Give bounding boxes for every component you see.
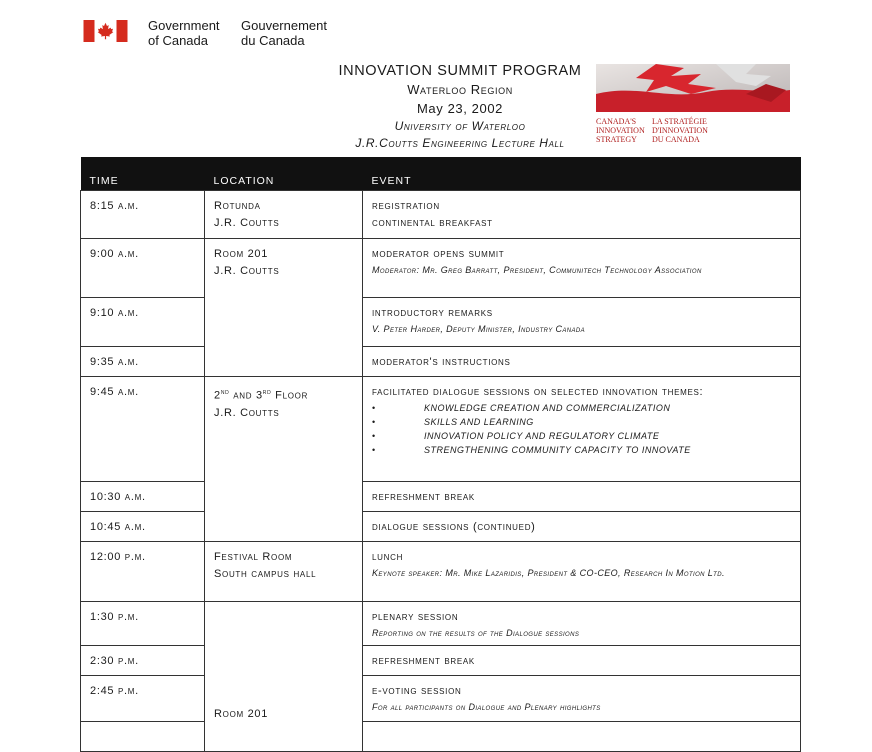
event-subtitle: Keynote speaker: Mr. Mike Lazaridis, President & CO-CEO, Research In Motion Ltd.: [372, 568, 725, 578]
time-value: 9:00 a.m.: [90, 248, 139, 260]
bullet-icon: •: [372, 431, 376, 441]
themes-list: [372, 401, 791, 457]
floor-suffix-2: rd: [262, 389, 272, 396]
header-event: EVENT: [363, 157, 801, 191]
innovation-strategy-logo: [596, 64, 790, 153]
event-cell: [363, 542, 801, 602]
bullet-icon: •: [372, 445, 376, 455]
event-subtitle: Moderator: Mr. Greg Barratt, President, Communitech Technology Association: [372, 265, 702, 275]
event-title: registration: [372, 200, 440, 212]
location-line-1: Festival Room: [214, 551, 293, 563]
time-cell: [81, 377, 205, 482]
list-item: [372, 429, 791, 443]
theme-text: STRENGTHENING COMMUNITY CAPACITY TO INNOVATE: [424, 445, 691, 455]
time-value: 8:15 a.m.: [90, 200, 139, 212]
gov-en-line-1: Government: [148, 18, 220, 33]
strategy-en-line-3: STRATEGY: [596, 135, 637, 144]
table-row: [81, 239, 801, 298]
floor-number-1: 2: [214, 389, 221, 402]
event-subtitle: For all participants on Dialogue and Plenary highlights: [372, 702, 601, 712]
program-schedule-table: [80, 157, 801, 752]
location-cell: [205, 377, 363, 542]
table-row: [81, 191, 801, 239]
time-value: 12:00 p.m.: [90, 551, 146, 563]
event-cell: [363, 298, 801, 347]
time-value: 10:45 a.m.: [90, 521, 146, 533]
event-date: May 23, 2002: [417, 101, 503, 116]
time-value: 10:30 a.m.: [90, 491, 146, 503]
location-line-1: Room 201: [214, 708, 269, 720]
bullet-icon: •: [372, 403, 376, 413]
floor-and: and 3: [229, 389, 263, 402]
time-cell: [81, 646, 205, 676]
program-title: INNOVATION SUMMIT PROGRAM: [338, 63, 582, 79]
time-cell: [81, 347, 205, 377]
time-cell: [81, 191, 205, 239]
location-cell: [205, 191, 363, 239]
event-subtitle: Reporting on the results of the Dialogue sessions: [372, 628, 580, 638]
time-cell: [81, 676, 205, 722]
theme-text: INNOVATION POLICY AND REGULATORY CLIMATE: [424, 431, 660, 441]
location-cell: [205, 602, 363, 752]
table-row: [81, 646, 801, 676]
event-title: moderator opens summit: [372, 248, 505, 260]
university-name: University of Waterloo: [394, 119, 526, 133]
gov-name-french: [241, 18, 351, 48]
strategy-label-french: [652, 117, 742, 144]
theme-text: SKILLS AND LEARNING: [424, 417, 534, 427]
strategy-label-english: [596, 117, 656, 144]
list-item: [372, 443, 791, 457]
event-title: e-voting session: [372, 685, 462, 697]
maple-leaf-banner-icon: [596, 64, 790, 112]
table-row: [81, 377, 801, 482]
location-line-2: J.R. Coutts: [214, 217, 280, 229]
location-line-2: J.R. Coutts: [214, 265, 280, 277]
time-cell: [81, 298, 205, 347]
time-cell: [81, 722, 205, 752]
location-line-1: Room 201: [214, 248, 269, 260]
time-cell: [81, 239, 205, 298]
strategy-labels: [596, 117, 790, 153]
time-value: 9:10 a.m.: [90, 307, 139, 319]
event-subtitle: V. Peter Harder, Deputy Minister, Industry Canada: [372, 324, 586, 334]
region-title: Waterloo Region: [407, 82, 513, 97]
table-row: [81, 298, 801, 347]
event-cell: [363, 602, 801, 646]
event-title: introductory remarks: [372, 307, 493, 319]
table-row: [81, 602, 801, 646]
location-line-1: [214, 384, 353, 405]
table-header-row: [81, 157, 801, 191]
header-time: TIME: [81, 157, 205, 191]
gov-fr-line-2: du Canada: [241, 33, 305, 48]
event-cell: [363, 377, 801, 482]
strategy-fr-line-3: DU CANADA: [652, 135, 700, 144]
location-line-2: J.R. Coutts: [214, 406, 280, 419]
strategy-fr-line-2: D'INNOVATION: [652, 126, 708, 135]
event-title: facilitated dialogue sessions on selected innovation themes:: [372, 386, 704, 398]
time-value: 9:35 a.m.: [90, 356, 139, 368]
time-cell: [81, 482, 205, 512]
event-title: moderator's instructions: [372, 356, 511, 368]
list-item: [372, 401, 791, 415]
location-cell: [205, 239, 363, 377]
table-row: [81, 482, 801, 512]
time-value: 2:30 p.m.: [90, 655, 139, 667]
bullet-icon: •: [372, 417, 376, 427]
time-cell: [81, 602, 205, 646]
event-title: refreshment break: [372, 491, 475, 503]
event-cell: [363, 676, 801, 722]
event-title-2: continental breakfast: [372, 217, 493, 229]
table-row: [81, 542, 801, 602]
table-row: [81, 347, 801, 377]
floor-word: Floor: [271, 389, 309, 402]
event-cell: [363, 347, 801, 377]
strategy-fr-line-1: LA STRATÉGIE: [652, 117, 707, 126]
event-cell: [363, 722, 801, 752]
canada-flag-icon: [82, 20, 129, 42]
strategy-en-line-1: CANADA'S: [596, 117, 637, 126]
event-title: plenary session: [372, 611, 459, 623]
gov-en-line-2: of Canada: [148, 33, 208, 48]
table-row: [81, 676, 801, 722]
event-cell: [363, 239, 801, 298]
location-line-1: Rotunda: [214, 200, 261, 212]
location-line-2: South campus hall: [214, 568, 317, 580]
location-cell: [205, 542, 363, 602]
time-cell: [81, 542, 205, 602]
event-title: lunch: [372, 551, 404, 563]
table-row: [81, 722, 801, 752]
strategy-en-line-2: INNOVATION: [596, 126, 645, 135]
time-value: 1:30 p.m.: [90, 611, 139, 623]
event-title: dialogue sessions (continued): [372, 521, 536, 533]
event-cell: [363, 191, 801, 239]
event-cell: [363, 482, 801, 512]
event-title: refreshment break: [372, 655, 475, 667]
time-cell: [81, 512, 205, 542]
time-value: 2:45 p.m.: [90, 685, 139, 697]
table-row: [81, 512, 801, 542]
gov-fr-line-1: Gouvernement: [241, 18, 327, 33]
floor-suffix-1: nd: [220, 389, 230, 396]
theme-text: KNOWLEDGE CREATION AND COMMERCIALIZATION: [424, 403, 671, 413]
list-item: [372, 415, 791, 429]
event-cell: [363, 646, 801, 676]
gov-name-english: [148, 18, 238, 48]
header-location: LOCATION: [205, 157, 363, 191]
event-cell: [363, 512, 801, 542]
hall-name: J.R.Coutts Engineering Lecture Hall: [355, 136, 565, 150]
time-value: 9:45 a.m.: [90, 386, 139, 398]
